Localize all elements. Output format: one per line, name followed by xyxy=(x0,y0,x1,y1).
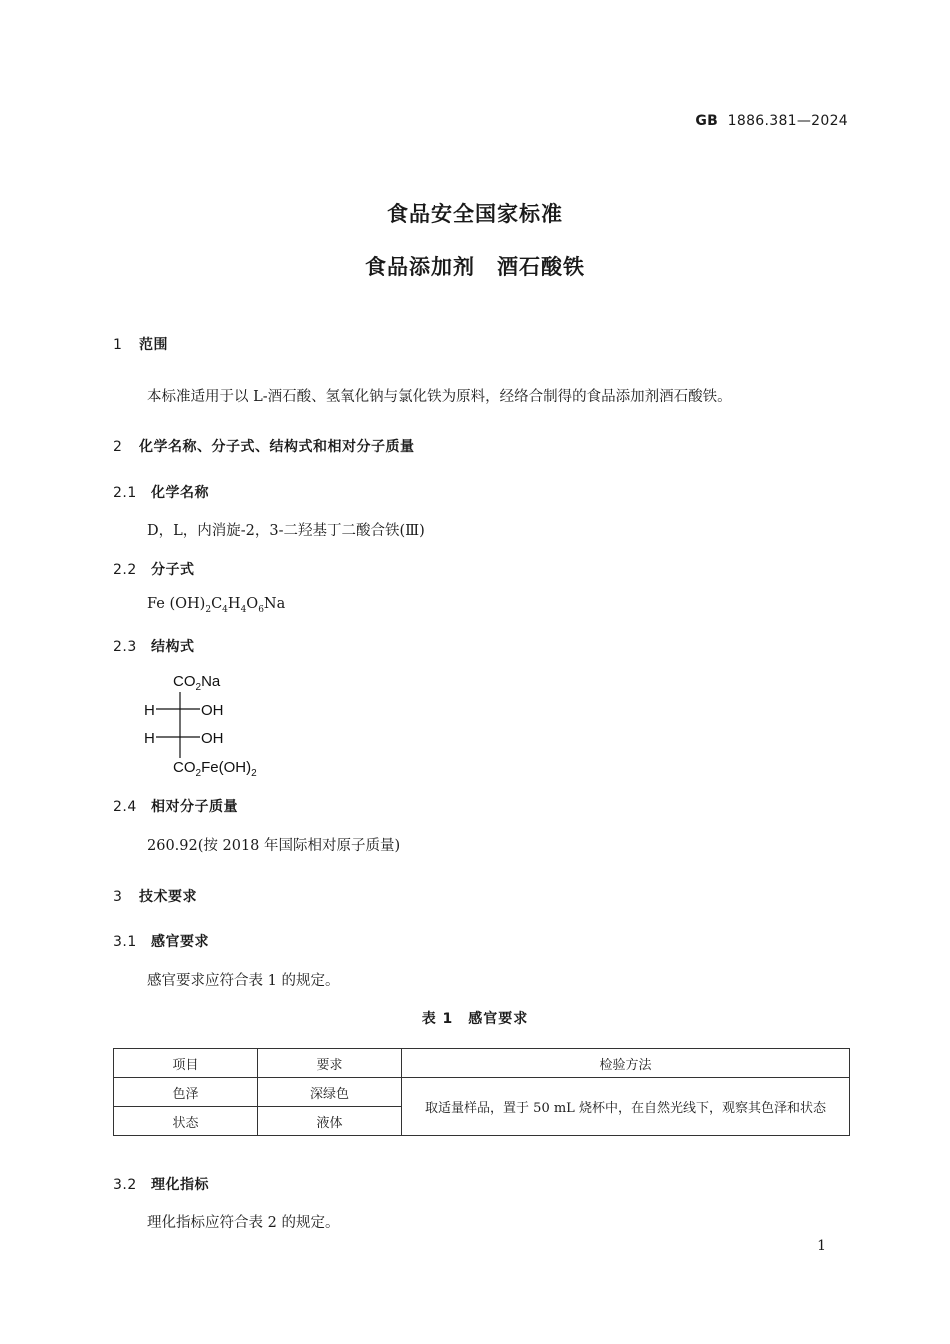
section-title: 技术要求 xyxy=(139,889,197,905)
section-number: 2 xyxy=(113,439,123,455)
section-title: 理化指标 xyxy=(151,1177,209,1193)
table-1-caption: 表 1 感官要求 xyxy=(421,1011,529,1027)
bottom-group-text: $CO_2Fe(OH)_2$ xyxy=(173,759,257,778)
section-number: 3.1 xyxy=(113,934,137,950)
page-number: 1 xyxy=(817,1238,826,1254)
section-number: 2.3 xyxy=(113,639,137,655)
top-group-text: $CO_2Na$ xyxy=(173,673,221,693)
standard-prefix: GB xyxy=(695,113,719,129)
table-cell-requirement: 液体 xyxy=(258,1107,402,1136)
section-2-heading xyxy=(113,436,415,456)
section-number: 2.1 xyxy=(113,485,137,501)
section-title: 化学名称、分子式、结构式和相对分子质量 xyxy=(139,439,415,455)
section-2-1-heading xyxy=(113,482,209,502)
section-number: 2.4 xyxy=(113,799,137,815)
section-number: 3 xyxy=(113,889,123,905)
section-3-2-body: 理化指标应符合表 2 的规定。 xyxy=(147,1215,340,1231)
section-3-heading xyxy=(113,886,197,906)
section-title: 相对分子质量 xyxy=(151,799,238,815)
section-1-body: 本标准适用于以 L-酒石酸、氢氧化钠与氯化铁为原料，经络合制得的食品添加剂酒石酸铁。 xyxy=(147,389,732,405)
section-title: 分子式 xyxy=(151,562,195,578)
table-cell-method: 取适量样品，置于 50 mL 烧杯中，在自然光线下，观察其色泽和状态 xyxy=(402,1078,850,1136)
table-cell-item: 状态 xyxy=(114,1107,258,1136)
section-1-heading xyxy=(113,334,168,354)
table-header-cell: 要求 xyxy=(258,1049,402,1078)
molecular-weight: 260.92(按 2018 年国际相对原子质量) xyxy=(147,838,401,854)
h-label: H xyxy=(144,730,155,747)
structural-formula xyxy=(140,668,290,778)
section-number: 2.2 xyxy=(113,562,137,578)
table-cell-item: 色泽 xyxy=(114,1078,258,1107)
table-cell-requirement: 深绿色 xyxy=(258,1078,402,1107)
standard-number: 1886.381—2024 xyxy=(727,113,848,129)
table-header-cell: 检验方法 xyxy=(402,1049,850,1078)
section-title: 结构式 xyxy=(151,639,195,655)
section-3-2-heading xyxy=(113,1174,209,1194)
table-header-cell: 项目 xyxy=(114,1049,258,1078)
section-2-2-heading xyxy=(113,559,195,579)
h-label: H xyxy=(144,702,155,719)
section-number: 3.2 xyxy=(113,1177,137,1193)
section-2-4-heading xyxy=(113,796,238,816)
section-3-1-body: 感官要求应符合表 1 的规定。 xyxy=(147,973,340,989)
molecular-formula: Fe $(OH)_2C_4H_4O_6Na$ xyxy=(147,596,286,615)
section-3-1-heading xyxy=(113,931,209,951)
main-title: 食品安全国家标准 xyxy=(387,202,563,226)
section-number: 1 xyxy=(113,337,123,353)
standard-code xyxy=(695,113,848,129)
table-1 xyxy=(113,1048,850,1136)
oh-label: OH xyxy=(201,702,224,719)
oh-label: OH xyxy=(201,730,224,747)
table-header-row xyxy=(114,1049,850,1078)
section-title: 化学名称 xyxy=(151,485,209,501)
sub-title: 食品添加剂 酒石酸铁 xyxy=(365,255,585,279)
chemical-name: D，L，内消旋-2，3-二羟基丁二酸合铁(Ⅲ) xyxy=(147,523,425,539)
section-title: 范围 xyxy=(139,337,168,353)
table-row xyxy=(114,1078,850,1107)
section-title: 感官要求 xyxy=(151,934,209,950)
section-2-3-heading xyxy=(113,636,195,656)
